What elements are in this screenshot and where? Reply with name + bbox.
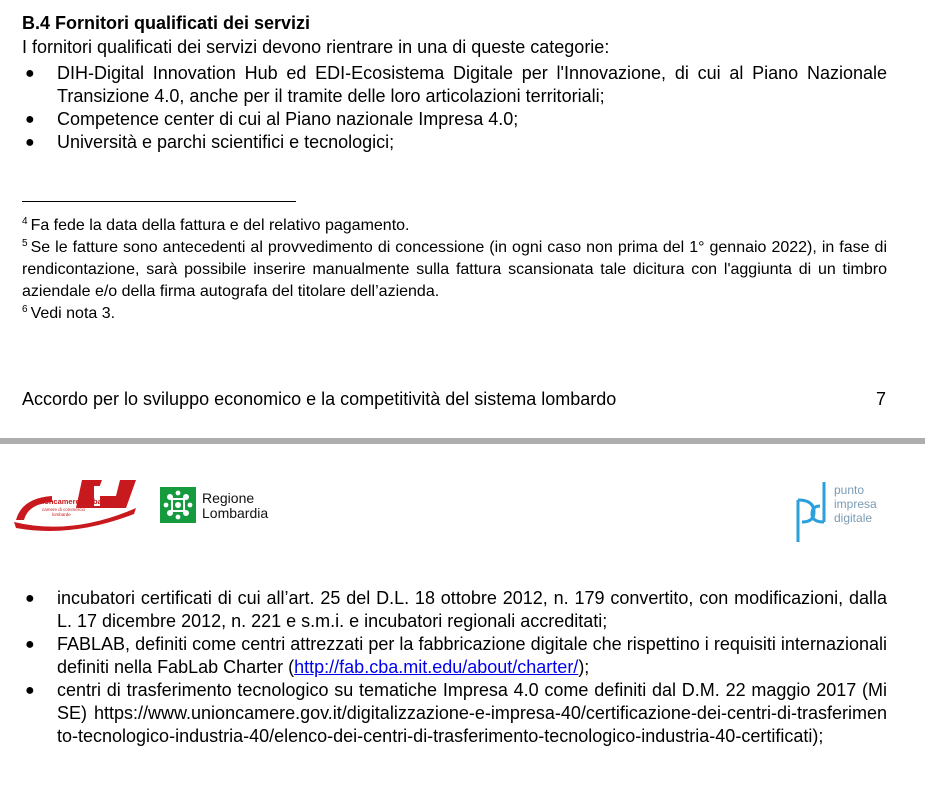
svg-text:digitale: digitale (834, 511, 873, 525)
svg-text:camere di commercio: camere di commercio (42, 507, 86, 512)
footnote-5: $^5$ Se le fatture sono antecedenti al provvedimento di concessione (in ogni caso non prima del 1° gennaio 2022), in fase di rendicontazione, sarà possibile inserire manualmente sulla fattura scansionata tale dicitura con l'aggiunta di un timbro aziendale e/o della firma autografa del titolare dell’azienda. (22, 238, 887, 300)
category-list (0, 62, 887, 154)
bullet-icon: ● (25, 636, 35, 653)
regione-lombardia-logo (160, 485, 290, 525)
list-item: ● Università e parchi scientifici e tecnologici; (25, 132, 395, 152)
punto-impresa-digitale-logo (790, 478, 900, 546)
list-item: ● centri di trasferimento tecnologico su tematiche Impresa 4.0 come definiti dal D.M. 22 maggio 2017 (MiSE) https://www.unioncamere.gov.it/digitalizzazione-e-impresa-40/certificazione-dei-centri-di-trasferimento-tecnologico-industria-40/elenco-dei-centri-di-trasferimento-tecnologico-industria-40-certificati); (25, 680, 887, 746)
section-intro: I fornitori qualificati dei servizi devono rientrare in una di queste categorie: (22, 37, 610, 57)
pid-mark-icon (798, 482, 824, 542)
list-item: ● incubatori certificati di cui all’art. 25 del D.L. 18 ottobre 2012, n. 179 convertito, con modificazioni, dalla L. 17 dicembre 2012, n. 221 e s.m.i. e incubatori regionali accreditati; (25, 588, 887, 631)
fablab-charter-link[interactable]: http://fab.cba.mit.edu/about/charter/ (294, 657, 579, 677)
page-footer-text: Accordo per lo sviluppo economico e la competitività del sistema lombardo (22, 389, 617, 409)
svg-text:punto: punto (834, 483, 865, 497)
list-item: ● DIH-Digital Innovation Hub ed EDI-Ecosistema Digitale per l'Innovazione, di cui al Piano Nazionale Transizione 4.0, anche per il tramite delle loro articolazioni territoriali; (25, 63, 887, 106)
continued-category-list (0, 587, 887, 748)
page-number: 7 (876, 389, 887, 409)
bullet-icon: ● (25, 682, 35, 699)
footnote-4: $^4$ Fa fede la data della fattura e del relativo pagamento. (22, 216, 410, 234)
bullet-icon: ● (25, 590, 35, 607)
page-separator (0, 438, 925, 444)
list-item: ● Competence center di cui al Piano nazionale Impresa 4.0; (25, 109, 519, 129)
svg-text:impresa: impresa (834, 497, 877, 511)
footnote-divider (22, 201, 296, 202)
svg-text:Regione: Regione (202, 490, 255, 506)
section-title: B.4 Fornitori qualificati dei servizi (22, 13, 311, 33)
svg-text:Lombardia: Lombardia (202, 505, 269, 521)
svg-text:lombarde: lombarde (52, 512, 71, 517)
footnote-6: $^6$ Vedi nota 3. (22, 304, 116, 322)
bullet-icon: ● (25, 111, 35, 128)
list-item: ● FABLAB, definiti come centri attrezzati per la fabbricazione digitale che rispettino i requisiti internazionali definiti nella FabLab Charter (http://fab.cba.mit.edu/about/charter/); (25, 634, 887, 677)
bullet-icon: ● (25, 134, 35, 151)
unioncamere-logo (12, 478, 140, 534)
bullet-icon: ● (25, 65, 35, 82)
rosa-camuna-icon (164, 491, 193, 520)
unioncamere-logo-name: unioncamerelombardia (33, 497, 116, 506)
